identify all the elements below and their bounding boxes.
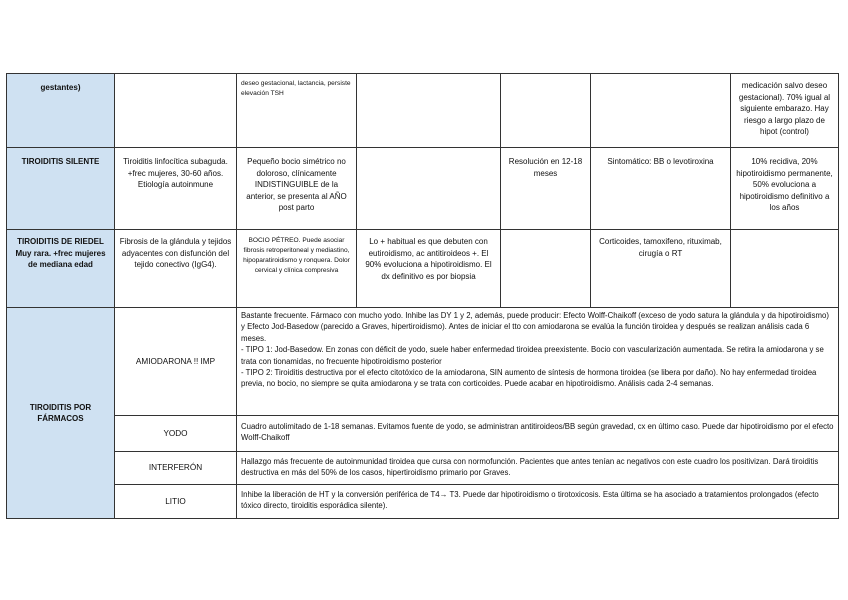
cell-riedel-clinica: BOCIO PÉTREO. Puede asociar fibrosis retroperitoneal y mediastino, hipoparatiroidismo y ronquera. Dolor cervical y clínica compresiva (237, 230, 357, 308)
amiodarona-parrafo-tipo1: - TIPO 1: Jod-Basedow. En zonas con déficit de yodo, suele haber enfermedad tiroidea preexistente. Bocio con vascularización aumentada. Se retira la amiodarona y se trata con tionamidas, no frecuente hipotiroidismo posterior (241, 345, 824, 366)
cell-silente-tratamiento: Sintomático: BB o levotiroxina (591, 148, 731, 230)
drug-label-interferon: INTERFERÓN (115, 452, 237, 485)
amiodarona-parrafo-general: Bastante frecuente. Fármaco con mucho yodo. Inhibe las DY 1 y 2, además, puede producir: Efecto Wolff-Chaikoff (exceso de yodo satura la glándula y da hipotiroidismo) y Efecto Jod-Basedow (parecido a Graves, hipertiroidismo). Antes de iniciar el tto con amiodarona se evalúa la función tiroidea y después se realizan análisis cada 6 meses. (241, 311, 829, 343)
cell-silente-etiologia: Tiroiditis linfocítica subaguda. +frec mujeres, 30-60 años. Etiología autoinmune (115, 148, 237, 230)
cell-silente-evolucion: Resolución en 12-18 meses (501, 148, 591, 230)
drug-label-yodo: YODO (115, 416, 237, 452)
cell-riedel-tratamiento: Corticoides, tamoxifeno, rituximab, cirugía o RT (591, 230, 731, 308)
cell-yodo-descripcion: Cuadro autolimitado de 1-18 semanas. Evitamos fuente de yodo, se administran antitiroideos/BB según gravedad, cx en último caso. Puede dar hipotiroidismo por el efecto Wolff-Chaikoff (237, 416, 839, 452)
cell-gestantes-evolucion (501, 74, 591, 148)
table-row-interferon (7, 452, 839, 485)
drug-label-litio: LITIO (115, 485, 237, 519)
cell-riedel-diagnostico: Lo + habitual es que debuten con eutiroidismo, ac antitiroideos +. El 90% evoluciona a hipotiroidismo. El dx definitivo es por biopsia (357, 230, 501, 308)
row-header-silente: TIROIDITIS SILENTE (7, 148, 115, 230)
cell-gestantes-pronostico: medicación salvo deseo gestacional). 70% igual al siguiente embarazo. Hay riesgo a largo plazo de hipot (control) (731, 74, 839, 148)
table-row-gestantes (7, 74, 839, 148)
row-header-gestantes: gestantes) (7, 74, 115, 148)
cell-riedel-etiologia: Fibrosis de la glándula y tejidos adyacentes con disfunción del tejido conectivo (IgG4). (115, 230, 237, 308)
cell-gestantes-tratamiento (591, 74, 731, 148)
cell-amiodarona-descripcion (237, 308, 839, 416)
table-row-amiodarona (7, 308, 839, 416)
table-row-yodo (7, 416, 839, 452)
cell-silente-diagnostico (357, 148, 501, 230)
table-row-riedel (7, 230, 839, 308)
cell-interferon-descripcion: Hallazgo más frecuente de autoinmunidad tiroidea que cursa con normofunción. Pacientes que antes tenían ac negativos con este cuadro los positivizan. Dará tiroiditis destructiva en más del 50% de los casos, hipertiroidismo primario por Graves. (237, 452, 839, 485)
cell-riedel-pronostico (731, 230, 839, 308)
drug-label-amiodarona: AMIODARONA !! IMP (115, 308, 237, 416)
cell-gestantes-etiologia (115, 74, 237, 148)
cell-silente-pronostico: 10% recidiva, 20% hipotiroidismo permanente, 50% evoluciona a hipotiroidismo definitivo a los años (731, 148, 839, 230)
row-header-farmacos: TIROIDITIS POR FÁRMACOS (7, 308, 115, 519)
table-row-litio (7, 485, 839, 519)
cell-gestantes-clinica: deseo gestacional, lactancia, persiste elevación TSH (237, 74, 357, 148)
tiroiditis-table (6, 73, 839, 519)
cell-riedel-evolucion (501, 230, 591, 308)
amiodarona-parrafo-tipo2: - TIPO 2: Tiroiditis destructiva por el efecto citotóxico de la amiodarona, SIN aumento de síntesis de hormona tiroidea (se libera por daño). No hay enfermedad tiroidea previa, no bocio, no siempre se quita amiodarona y se trata con corticoides. Puede acabar en hipotiroidismo. Análisis cada 2-4 semanas. (241, 368, 817, 389)
row-header-riedel: TIROIDITIS DE RIEDEL Muy rara. +frec mujeres de mediana edad (7, 230, 115, 308)
cell-litio-descripcion: Inhibe la liberación de HT y la conversión periférica de T4→ T3. Puede dar hipotiroidismo o tirotoxicosis. Esta última se ha asociado a tratamientos prolongados (efecto tóxico directo, tiroiditis esporádica silente). (237, 485, 839, 519)
cell-gestantes-diagnostico (357, 74, 501, 148)
cell-silente-clinica: Pequeño bocio simétrico no doloroso, clínicamente INDISTINGUIBLE de la anterior, se presenta al AÑO post parto (237, 148, 357, 230)
table-row-silente (7, 148, 839, 230)
